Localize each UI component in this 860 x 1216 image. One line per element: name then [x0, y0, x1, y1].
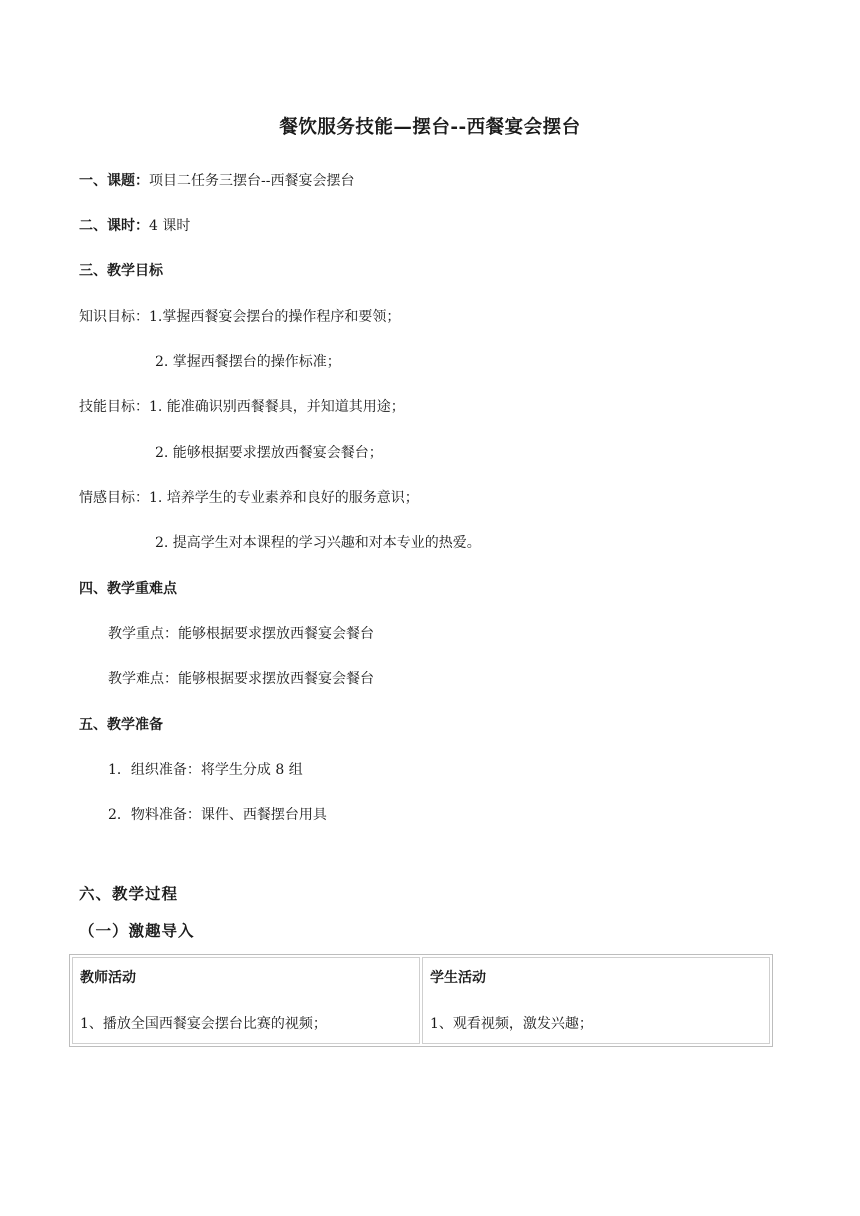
emotion-item-2: 2. 提高学生对本课程的学习兴趣和对本专业的热爱。 [155, 535, 481, 551]
skill-objective-line [79, 396, 405, 416]
topic-line [79, 170, 354, 190]
process-subheading: （一）激趣导入 [79, 921, 195, 940]
teaching-focus: 教学重点：能够根据要求摆放西餐宴会餐台 [108, 626, 374, 642]
skill-item-2: 2. 能够根据要求摆放西餐宴会餐台； [155, 445, 383, 461]
objectives-heading: 三、教学目标 [79, 263, 163, 279]
knowledge-item-2: 2. 掌握西餐摆台的操作标准； [155, 354, 341, 370]
preparation-heading: 五、教学准备 [79, 717, 163, 733]
knowledge-objective-line [79, 306, 400, 326]
preparation-item-2: 2．物料准备：课件、西餐摆台用具 [108, 807, 327, 823]
teacher-activity-text: 1、播放全国西餐宴会摆台比赛的视频； [80, 1016, 327, 1032]
preparation-item-1: 1．组织准备：将学生分成 8 组 [108, 762, 303, 778]
skill-label: 技能目标： [79, 399, 149, 415]
emotion-objective-line [79, 487, 419, 507]
knowledge-label: 知识目标： [79, 309, 149, 325]
student-activity-cell [422, 957, 770, 1044]
hours-line [79, 215, 190, 235]
teacher-activity-cell [72, 957, 420, 1044]
key-points-heading: 四、教学重难点 [79, 581, 177, 597]
teacher-activity-header: 教师活动 [80, 970, 136, 986]
process-heading: 六、教学过程 [79, 884, 179, 903]
knowledge-item-1: 1.掌握西餐宴会摆台的操作程序和要领； [149, 309, 401, 325]
hours-label: 二、课时： [79, 218, 149, 234]
activity-table [69, 954, 773, 1047]
skill-item-1: 1. 能准确识别西餐餐具，并知道其用途； [149, 399, 405, 415]
student-activity-text: 1、观看视频，激发兴趣； [430, 1016, 593, 1032]
emotion-label: 情感目标： [79, 490, 149, 506]
hours-text: 4 课时 [149, 218, 191, 234]
teaching-difficulty: 教学难点：能够根据要求摆放西餐宴会餐台 [108, 671, 374, 687]
student-activity-header: 学生活动 [430, 970, 486, 986]
page-title: 餐饮服务技能—摆台--西餐宴会摆台 [279, 117, 581, 138]
emotion-item-1: 1. 培养学生的专业素养和良好的服务意识； [149, 490, 419, 506]
topic-text: 项目二任务三摆台--西餐宴会摆台 [149, 173, 355, 189]
topic-label: 一、课题： [79, 173, 149, 189]
